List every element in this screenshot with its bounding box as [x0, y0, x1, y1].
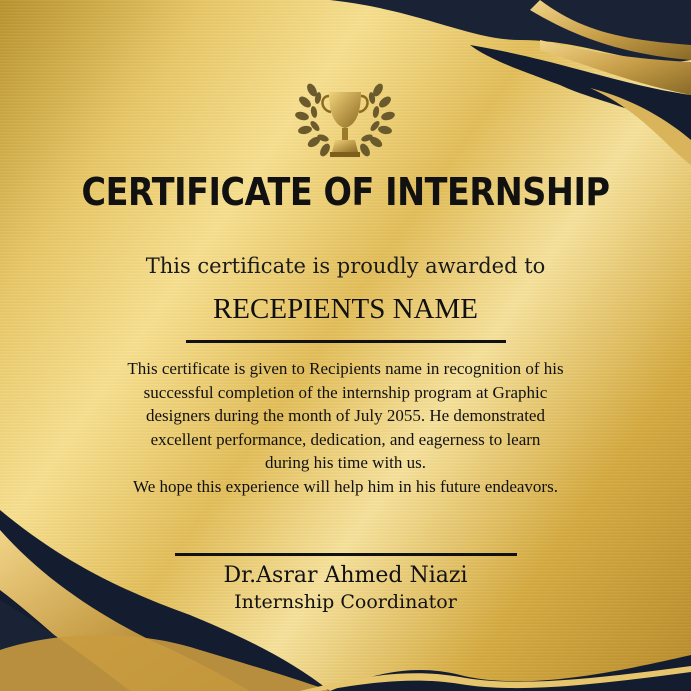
- signatory-name: Dr.Asrar Ahmed Niazi: [223, 563, 468, 588]
- signature-line: [175, 553, 517, 556]
- body-line: designers during the month of July 2055. He demonstrated: [146, 406, 545, 425]
- body-line: This certificate is given to Recipients name in recognition of his: [127, 359, 564, 378]
- body-line: We hope this experience will help him in his future endeavors.: [133, 476, 558, 496]
- laurel-left-icon: [294, 82, 332, 158]
- wave-top-right-navy: [330, 0, 691, 62]
- recipient-name: RECEPIENTS NAME: [212, 293, 479, 325]
- certificate-title: CERTIFICATE OF INTERNSHIP: [81, 170, 610, 214]
- body-line: during his time with us.: [264, 453, 427, 472]
- body-line: successful completion of the internship program at Graphic: [143, 382, 548, 402]
- awarded-line: This certificate is proudly awarded to: [145, 254, 546, 278]
- signatory-role: Internship Coordinator: [234, 591, 457, 613]
- certificate-body: [70, 357, 621, 498]
- body-line: excellent performance, dedication, and eagerness to learn: [150, 429, 541, 449]
- laurel-right-icon: [358, 82, 396, 158]
- recipient-underline: [186, 340, 506, 343]
- trophy-laurel-icon: [290, 72, 400, 164]
